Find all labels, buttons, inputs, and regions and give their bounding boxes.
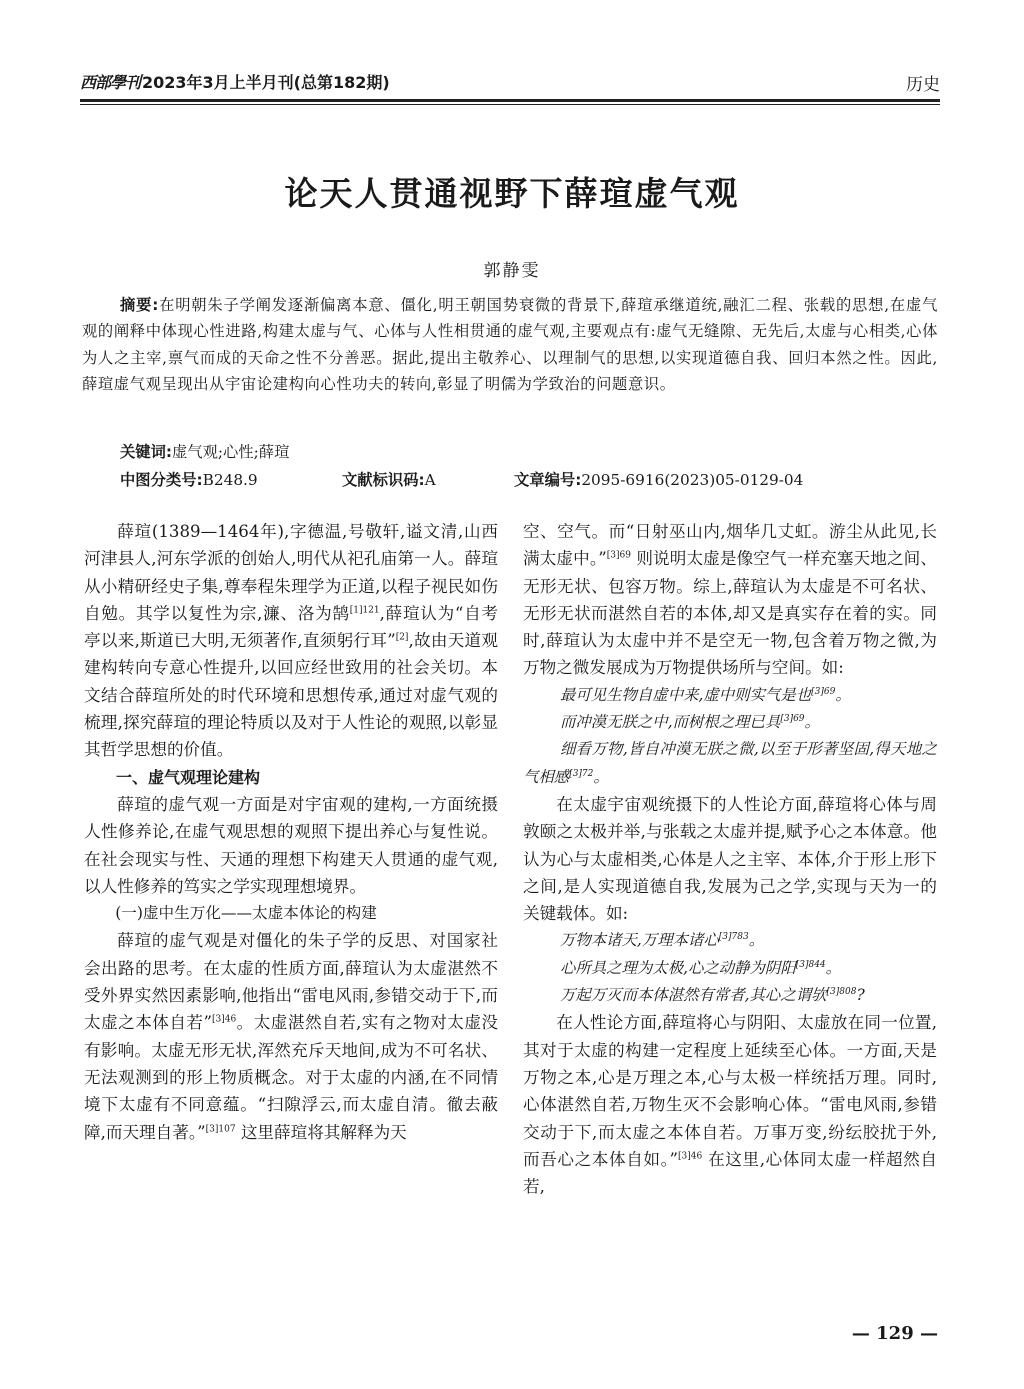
abstract-label: 摘要: [120, 296, 159, 314]
paragraph: 薛瑄的虚气观是对僵化的朱子学的反思、对国家社会出路的思考。在太虚的性质方面,薛瑄认为太虚湛然不受外界实然因素影响,他指出“雷电风雨,参错交动于下,而太虚之本体自若”$^{[3]46}$。太虚湛然自若,实有之物对太虚没有影响。太虚无形无状,浑然充斥天地间,成为不可名状、无法观测到的形上物质概念。对于太虚的内涵,在不同情境下太虚有不同意蕴。“扫隙浮云,而太虚自清。徹去蔽障,而天理自著。”$^{[3]107}$ 这里薛瑄将其解释为天 [84, 931, 498, 1142]
quotation: 万起万灭而本体湛然有常者,其心之谓欤$^{[3]808}$? [559, 986, 865, 1005]
section-heading: 一、虚气观理论建构 [116, 767, 261, 787]
citation: [3]783 [718, 932, 749, 943]
journal-logo: 西部學刊 [80, 73, 141, 92]
keywords-text: 虚气观;心性;薛瑄 [172, 443, 290, 461]
quotation: 细看万物,皆自冲漠无朕之微,以至于形著坚固,得天地之气相感$^{[3]72}$。 [523, 740, 937, 786]
quotation: 万物本诸天,万理本诸心$^{[3]783}$。 [559, 931, 765, 950]
citation: [3]46 [211, 1014, 237, 1025]
running-header [80, 68, 940, 98]
citation: [3]107 [205, 1124, 236, 1134]
article-no-label: 文章编号: [514, 471, 582, 489]
header-rule-thin [80, 104, 940, 105]
paragraph: 在太虚宇宙观统摄下的人性论方面,薛瑄将心体与周敦颐之太极并举,与张载之太虚并提,赋予心之本体意。他认为心与太虚相类,心体是人之主宰、本体,介于形上形下之间,是人实现道德自我,发展为己之学,实现与天为一的关键载体。如: [523, 794, 937, 924]
quotation: 最可见生物自虚中来,虚中则实气是也$^{[3]69}$。 [559, 685, 851, 704]
citation: [3]72 [569, 768, 594, 779]
article-no-value: 2095-6916(2023)05-0129-04 [581, 471, 804, 489]
citation: [3]46 [678, 1151, 703, 1162]
journal-masthead [80, 70, 390, 93]
page-number: — 129 — [851, 1323, 938, 1344]
paragraph: 在人性论方面,薛瑄将心与阴阳、太虚放在同一位置,其对于太虚的构建一定程度上延续至心体。一方面,天是万物之本,心是万理之本,心与太极一样统括万理。同时,心体湛然自若,万物生灭不会影响心体。“雷电风雨,参错交动于下,而太虚之本体自若。万事万变,纷纭胶扰于外,而吾心之本体自如。”$^{[3]46}$ 在这里,心体同太虚一样超然自若, [523, 1013, 937, 1197]
keywords-label: 关键词: [120, 443, 173, 461]
citation: [3]808 [826, 986, 857, 997]
paragraph: 薛瑄(1389—1464年),字德温,号敬轩,谥文清,山西河津县人,河东学派的创始人,明代从祀孔庙第一人。薛瑄从小精研经史子集,尊奉程朱理学为正道,以程子视民如伤自勉。其学以复性为宗,濂、洛为鹄$^{[1]121}$,薛瑄认为“自考亭以来,斯道已大明,无须著作,直须躬行耳”[2],故由天道观建构转向专意心性提升,以回应经世致用的社会关切。本文结合薛瑄所处的时代环境和思想传承,通过对虚气观的梳理,探究薛瑄的理论特质以及对于人性论的观照,以彰显其哲学思想的价值。 [84, 522, 498, 760]
citation: [1]121 [349, 605, 380, 616]
abstract [82, 292, 938, 397]
citation: [3]69 [811, 686, 836, 697]
clc-label: 中图分类号: [120, 471, 203, 489]
section-label: 历史 [906, 75, 940, 95]
left-column [84, 518, 498, 1146]
clc-value: B248.9 [202, 471, 258, 489]
doc-code-label: 文献标识码: [342, 471, 425, 489]
article-author: 郭静雯 [483, 261, 541, 281]
abstract-text: 在明朝朱子学阐发逐渐偏离本意、僵化,明王朝国势衰微的背景下,薛瑄承继道统,融汇二程、张载的思想,在虚气观的阐释中体现心性进路,构建太虚与气、心体与人性相贯通的虚气观,主要观点有:虚气无缝隙、无先后,太虚与心相类,心体为人之主宰,禀气而成的天命之性不分善恶。据此,提出主敬养心、以理制气的思想,以实现道德自我、回归本然之性。因此,薛瑄虚气观呈现出从宇宙论建构向心性功夫的转向,彰显了明儒为学致治的问题意识。 [82, 296, 938, 393]
right-column [523, 518, 937, 1200]
citation: [3]69 [780, 713, 805, 724]
article-title: 论天人贯通视野下薛瑄虚气观 [284, 174, 740, 213]
quotation: 心所具之理为太极,心之动静为阴阳$^{[3]844}$。 [559, 958, 842, 977]
doc-code-value: A [424, 471, 436, 489]
citation: [3]844 [795, 959, 826, 970]
paragraph: 空、空气。而“日射巫山内,烟华几丈虹。游尘从此见,长满太虚中。”$^{[3]69}$ 则说明太虚是像空气一样充塞天地之间、无形无状、包容万物。综上,薛瑄认为太虚是不可名状、无形无状而湛然自若的本体,却又是真实存在着的实。同时,薛瑄认为太虚中并不是空无一物,包含着万物之微,为万物之微发展成为万物提供场所与空间。如: [523, 522, 937, 678]
article-metadata [120, 468, 940, 490]
quotation: 而冲漠无朕之中,而树根之理已具$^{[3]69}$。 [559, 713, 820, 732]
citation: [3]69 [606, 550, 631, 561]
subsection-heading: (一)虚中生万化——太虚本体论的构建 [115, 904, 377, 923]
issue-info: 2023年3月上半月刊(总第182期) [142, 73, 390, 92]
header-rule [80, 99, 940, 102]
keywords [120, 440, 289, 462]
paragraph: 薛瑄的虚气观一方面是对宇宙观的建构,一方面统摄人性修养论,在虚气观思想的观照下提出养心与复性说。在社会现实与性、天通的理想下构建天人贯通的虚气观,以人性修养的笃实之学实现理想境界。 [84, 794, 498, 896]
citation: [2] [395, 632, 409, 643]
